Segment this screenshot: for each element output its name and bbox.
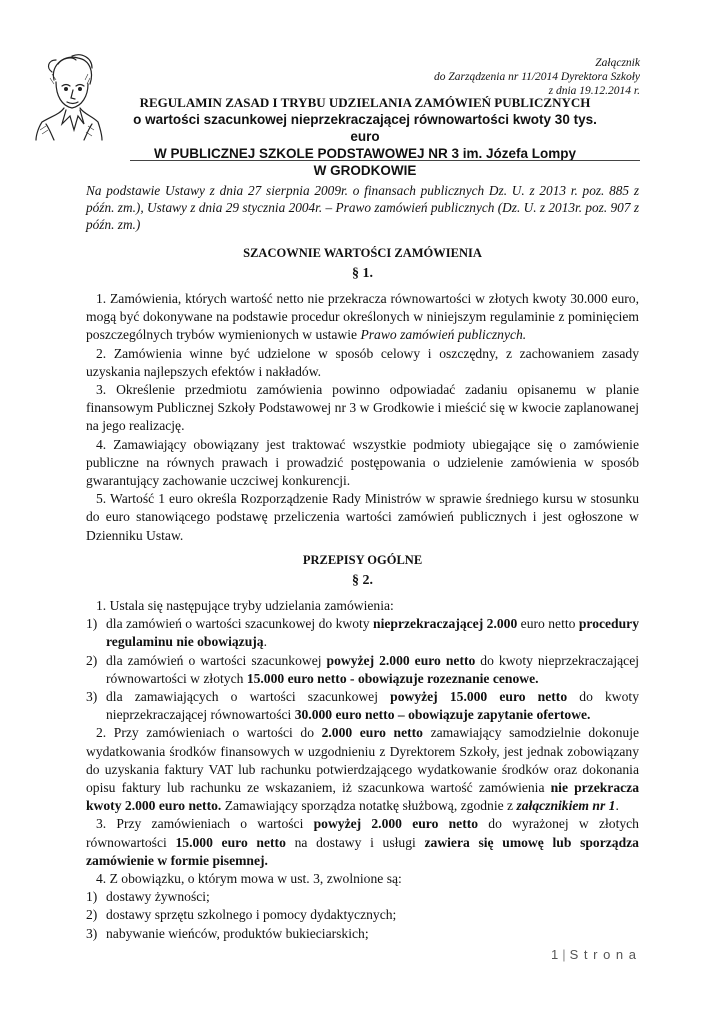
s1-p1-text: 1. Zamówienia, których wartość netto nie przekracza równowartości w złotych kwoty 30.000 euro, mogą być dokonywane na podstawie procedur określonych w niniejszym regulaminie z pominięciem poszczególnych trybów wymienionych w ustawie xyxy=(86,291,639,343)
legal-basis-intro: Na podstawie Ustawy z dnia 27 sierpnia 2009r. o finansach publicznych Dz. U. z 2013 r. poz. 885 z późn. zm.), Ustawy z dnia 29 stycznia 2004r. – Prawo zamówień publicznych (Dz. U. z 2013r. poz. 907 z późn. zm.) xyxy=(86,183,639,232)
exemption-item-3-number: 3) xyxy=(86,925,98,941)
section-1-paragraph-5: 5. Wartość 1 euro określa Rozporządzenie Rady Ministrów w sprawie średniego kursu w stosunku do euro stanowiącego podstawę przeliczenia wartości zamówień publicznych i jest ogłoszone w Dzienniku Ustaw. xyxy=(86,491,639,543)
mode-item-1-end: . xyxy=(263,634,268,650)
page-number: 1 xyxy=(551,947,560,962)
section-1-paragraph-1 xyxy=(86,290,639,345)
mode-item-1-text: dla zamówień o wartości szacunkowej do kwoty xyxy=(106,616,374,632)
s2-p3-rule: zawiera się umowę lub sporządza zamówienie w formie pisemnej. xyxy=(86,834,639,868)
mode-item-2-threshold: powyżej 2.000 euro netto xyxy=(326,652,476,668)
section-2-heading: PRZEPISY OGÓLNE xyxy=(302,553,423,567)
mode-item-2-number: 2) xyxy=(86,652,98,668)
mode-item-2-text: dla zamówień o wartości szacunkowej xyxy=(106,652,327,668)
section-2-sign: § 2. xyxy=(352,573,373,588)
s2-p2-amount: 2.000 euro netto xyxy=(321,725,423,741)
s2-p2-annex-ref: załącznikiem nr 1 xyxy=(516,798,616,814)
section-1-paragraph-2: 2. Zamówienia winne być udzielone w sposób celowy i oszczędny, z zachowaniem zasady uzyskania najlepszych efektów i nakładów. xyxy=(86,345,639,379)
s2-p2-text-c: zamawiający samodzielnie dokonuje wydatkowania środków finansowych w uzgodnieniu z Dyrektorem Szkoły, jest jednak zobowiązany do uzyskania faktury VAT lub rachunku potwierdzającego wydatkowanie środków oraz dokonania opisu faktury lub rachunku ze wskazaniem, iż szacunkowa wartość zamówienia xyxy=(86,725,639,796)
mode-item-1-number: 1) xyxy=(86,616,98,632)
mode-item-1 xyxy=(86,615,639,651)
mode-item-3-threshold: powyżej 15.000 euro netto xyxy=(390,689,568,705)
mode-item-1-unit: euro netto xyxy=(517,616,579,632)
annex-line-1: Załącznik xyxy=(595,57,640,69)
section-1-paragraph-3: 3. Określenie przedmiotu zamówienia powinno odpowiadać zadaniu opisanemu w planie finansowym Publicznej Szkoły Podstawowej nr 3 w Grodkowie i mieścić się w kwocie zaplanowanej na jego realizację. xyxy=(86,382,639,434)
exemption-item-1-number: 1) xyxy=(86,889,98,905)
header-divider xyxy=(130,160,640,161)
title-line-3: W PUBLICZNEJ SZKOLE PODSTAWOWEJ NR 3 im. Józefa Lompy xyxy=(153,146,577,161)
s1-p1-act-name: Prawo zamówień publicznych. xyxy=(360,327,527,343)
section-1-sign: § 1. xyxy=(352,266,373,281)
s2-p2-text-a: 2. Przy zamówieniach o wartości do xyxy=(96,725,322,741)
document-title xyxy=(130,94,600,179)
portrait-illustration xyxy=(32,50,104,142)
section-2-body xyxy=(86,597,639,943)
title-line-2: o wartości szacunkowej nieprzekraczającej równowartości kwoty 30 tys. euro xyxy=(133,112,597,144)
s2-p3-amount: powyżej 2.000 euro netto xyxy=(313,816,479,832)
exemption-item-3-text: nabywanie wieńców, produktów bukieciarskich; xyxy=(106,925,369,941)
section-2-paragraph-2 xyxy=(86,724,639,815)
section-1-paragraph-4: 4. Zamawiający obowiązany jest traktować wszystkie podmioty ubiegające się o zamówienie publiczne na równych prawach i prowadzić postępowania o udzielenie zamówienia w sposób gwarantujący zachowanie uczciwej konkurencji. xyxy=(86,436,639,489)
section-1-heading: SZACOWNIE WARTOŚCI ZAMÓWIENIA xyxy=(243,246,482,260)
exemption-item-2 xyxy=(86,906,639,924)
title-line-4: W GRODKOWIE xyxy=(313,163,417,178)
mode-item-2-text-2: do kwoty nieprzekraczającej równowartości w złotych xyxy=(106,652,639,686)
exemption-item-1-text: dostawy żywności; xyxy=(106,889,210,905)
annex-line-3: z dnia 19.12.2014 r. xyxy=(548,85,640,97)
s2-p2-end: . xyxy=(615,798,619,814)
mode-item-1-rule: procedury regulaminu nie obowiązują xyxy=(106,616,640,650)
exemption-item-3 xyxy=(86,925,639,943)
s2-p3-text-c: do wyrażonej w złotych równowartości xyxy=(86,816,639,850)
exemption-item-2-text: dostawy sprzętu szkolnego i pomocy dydaktycznych; xyxy=(106,907,397,923)
annex-note xyxy=(434,56,640,98)
s2-p3-limit: 15.000 euro netto xyxy=(175,834,286,850)
mode-item-3-rule: 30.000 euro netto – obowiązuje zapytanie ofertowe. xyxy=(294,707,591,723)
s2-p2-limit: nie przekracza kwoty 2.000 euro netto. xyxy=(86,780,640,814)
footer-separator: | xyxy=(562,947,567,962)
mode-item-3-text-2: do kwoty nieprzekraczającej równowartości xyxy=(106,689,639,723)
exemption-item-2-number: 2) xyxy=(86,907,98,923)
mode-item-3-number: 3) xyxy=(86,689,98,705)
section-2-paragraph-4: 4. Z obowiązku, o którym mowa w ust. 3, zwolnione są: xyxy=(96,871,402,887)
mode-item-3 xyxy=(86,688,639,724)
annex-line-2: do Zarządzenia nr 11/2014 Dyrektora Szkoły xyxy=(433,71,640,83)
title-line-1: REGULAMIN ZASAD I TRYBU UDZIELANIA ZAMÓWIEŃ PUBLICZNYCH xyxy=(139,95,591,110)
exemption-item-1 xyxy=(86,888,639,906)
s2-p3-text-e: na dostawy i usługi xyxy=(285,834,425,850)
page-footer xyxy=(551,947,637,962)
s2-p3-text-a: 3. Przy zamówieniach o wartości xyxy=(96,816,314,832)
mode-item-1-threshold: nieprzekraczającej 2.000 xyxy=(373,616,518,632)
section-1-body xyxy=(86,290,639,545)
s2-p2-text-e: Zamawiający sporządza notatkę służbową, zgodnie z xyxy=(221,798,517,814)
mode-item-2 xyxy=(86,652,639,688)
mode-item-3-text: dla zamawiających o wartości szacunkowej xyxy=(106,689,391,705)
mode-item-2-rule: 15.000 euro netto - obowiązuje rozeznanie cenowe. xyxy=(246,670,539,686)
section-2-paragraph-3 xyxy=(86,815,639,870)
section-2-paragraph-1: 1. Ustala się następujące tryby udzielania zamówienia: xyxy=(96,598,394,613)
page-label: S t r o n a xyxy=(569,947,637,962)
